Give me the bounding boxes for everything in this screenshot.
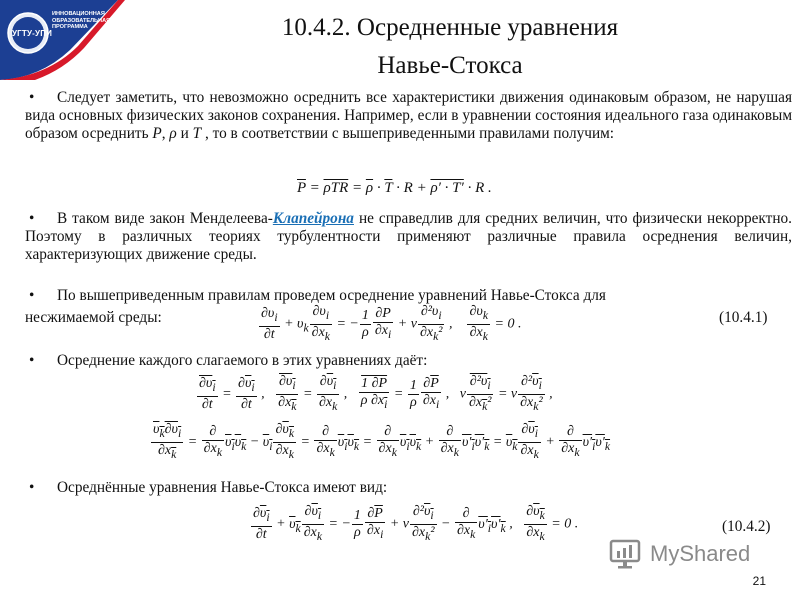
paragraph-2 bbox=[25, 210, 792, 264]
equation-number-2: (10.4.2) bbox=[722, 518, 771, 535]
formula-averaging-row2: $\frac{\upsilon_k\partial\upsilon_i}{\partial x_k}$ = $\frac{\partial}{\partial x_k}$ $\upsilon_i\upsilon_k - \upsilon_i$ $\frac{\partial\upsilon_k}{\partial x_k}$ = $\frac{\partial}{\partial x_k}$ $\upsilon_i\upsilon_k$ = $\frac{\partial}{\partial x_k}$ $\upsilon_i\upsilon_k$ + $\frac{\partial}{\partial x_k}$ $\upsilon'_i\upsilon'_k = \upsilon_k$ $\frac{\partial\upsilon_i}{\partial x_k}$ + $\frac{\partial}{\partial x_k}$ $\upsilon'_i\upsilon'_k$ bbox=[153, 422, 611, 461]
var-p: P bbox=[152, 125, 162, 142]
page-number: 21 bbox=[752, 574, 766, 588]
slide-title-line1: 10.4.2. Осредненные уравнения bbox=[281, 14, 619, 41]
var-t: T bbox=[192, 125, 202, 142]
paragraph-1-end: , то в соответствии с вышеприведенными правилами получим: bbox=[204, 125, 615, 142]
bullet-icon: • bbox=[29, 210, 35, 227]
watermark-prefix: My bbox=[650, 541, 680, 566]
paragraph-2-rest: не справедлив для средних величин, что физически некорректно. Поэтому в различных теориях турбулентности применяют различные правила осреднения величин, характеризующих движение среды. bbox=[25, 210, 793, 263]
paragraph-4 bbox=[25, 352, 792, 370]
bullet-icon: • bbox=[29, 287, 35, 304]
paragraph-3 bbox=[25, 287, 792, 305]
formula-ideal-gas: $\overline{P} = \overline{\rho TR} = \overline{\rho} \cdot \overline{T} \cdot R + \rho' \cdot T' \cdot R$ . bbox=[297, 180, 492, 196]
paragraph-2-text: В таком виде закон Менделеева- bbox=[57, 210, 273, 227]
equation-number-1: (10.4.1) bbox=[719, 309, 768, 326]
paragraph-5-text: Осреднённые уравнения Навье-Стокса имеют вид: bbox=[57, 479, 388, 496]
klapeyron-link[interactable]: Клапейрона bbox=[272, 210, 354, 227]
logo-line: ОБРАЗОВАТЕЛЬНАЯ bbox=[52, 17, 111, 24]
myshared-watermark bbox=[650, 541, 750, 567]
and-word: и bbox=[180, 125, 189, 142]
logo-caption bbox=[52, 11, 114, 31]
paragraph-4-text: Осреднение каждого слагаемого в этих уравнениях даёт: bbox=[57, 352, 428, 369]
paragraph-1-text: Следует заметить, что невозможно осреднить все характеристики движения одинаковым образом, не нарушая вида основных физических законов сохранения. Например, если в уравнении состояния идеального газа одинаковым образом осреднить bbox=[25, 89, 792, 142]
logo-line: ИННОВАЦИОННАЯ bbox=[52, 11, 105, 17]
myshared-logo-icon bbox=[609, 539, 645, 571]
bullet-icon: • bbox=[29, 89, 35, 106]
bullet-icon: • bbox=[29, 479, 35, 496]
formula-navier-stokes: $\frac{\partial\upsilon_i}{\partial t}$ + $\upsilon_k$ $\frac{\partial\upsilon_i}{\partial x_k}$ = − $\frac{1}{\rho}$ $\frac{\partial P}{\partial x_i}$ + ν $\frac{\partial^2\upsilon_i}{\partial x_k^2}$ , $\frac{\partial\upsilon_k}{\partial x_k}$ = 0 . bbox=[261, 304, 522, 343]
paragraph-3-line1: По вышеприведенным правилам проведем осреднение уравнений Навье-Стокса для bbox=[57, 287, 606, 304]
slide-title-line2: Навье-Стокса bbox=[377, 52, 523, 79]
watermark-suffix: Shared bbox=[679, 541, 751, 566]
logo-emblem-label: УГТУ-УПИ bbox=[12, 29, 53, 38]
var-rho: ρ bbox=[169, 125, 177, 142]
logo-line: ПРОГРАММА bbox=[52, 24, 88, 31]
paragraph-5 bbox=[25, 479, 792, 497]
paragraph-3-line2: несжимаемой среды: bbox=[25, 309, 162, 326]
bullet-icon: • bbox=[29, 352, 35, 369]
formula-averaging-row1: $\frac{\partial\upsilon_i}{\partial t}$ = $\frac{\partial\upsilon_i}{\partial t}$ , $\frac{\partial\upsilon_i}{\partial x_k}$ = $\frac{\partial\upsilon_i}{\partial x_k}$ , $\frac{1 \partial P}{\rho \partial x_i}$ = $\frac{1}{\rho}$ $\frac{\partial\overline{P}}{\partial x_i}$ , ν $\frac{\partial^2\upsilon_i}{\partial x_k^2}$ = ν $\frac{\partial^2\upsilon_i}{\partial x_k^2}$ , bbox=[199, 374, 553, 413]
formula-averaged-navier-stokes: $\frac{\partial\upsilon_i}{\partial t}$ + $\upsilon_k$ $\frac{\partial\upsilon_i}{\partial x_k}$ = − $\frac{1}{\rho}$ $\frac{\partial\overline{P}}{\partial x_i}$ + ν $\frac{\partial^2\upsilon_i}{\partial x_k^2}$ − $\frac{\partial}{\partial x_k}$ $\upsilon'_i\upsilon'_k$ , $\frac{\partial\upsilon_k}{\partial x_k}$ = 0 . bbox=[253, 504, 579, 543]
paragraph-1: • Следует заметить, что невозможно осреднить все характеристики движения одинаковым образом, не нарушая вида основных физических законов сохранения. Например, если в уравнении состояния идеального газа одинаковым образом осреднить P, ρ и T , то в соответствии с вышеприведенными правилами получим: bbox=[25, 89, 792, 142]
